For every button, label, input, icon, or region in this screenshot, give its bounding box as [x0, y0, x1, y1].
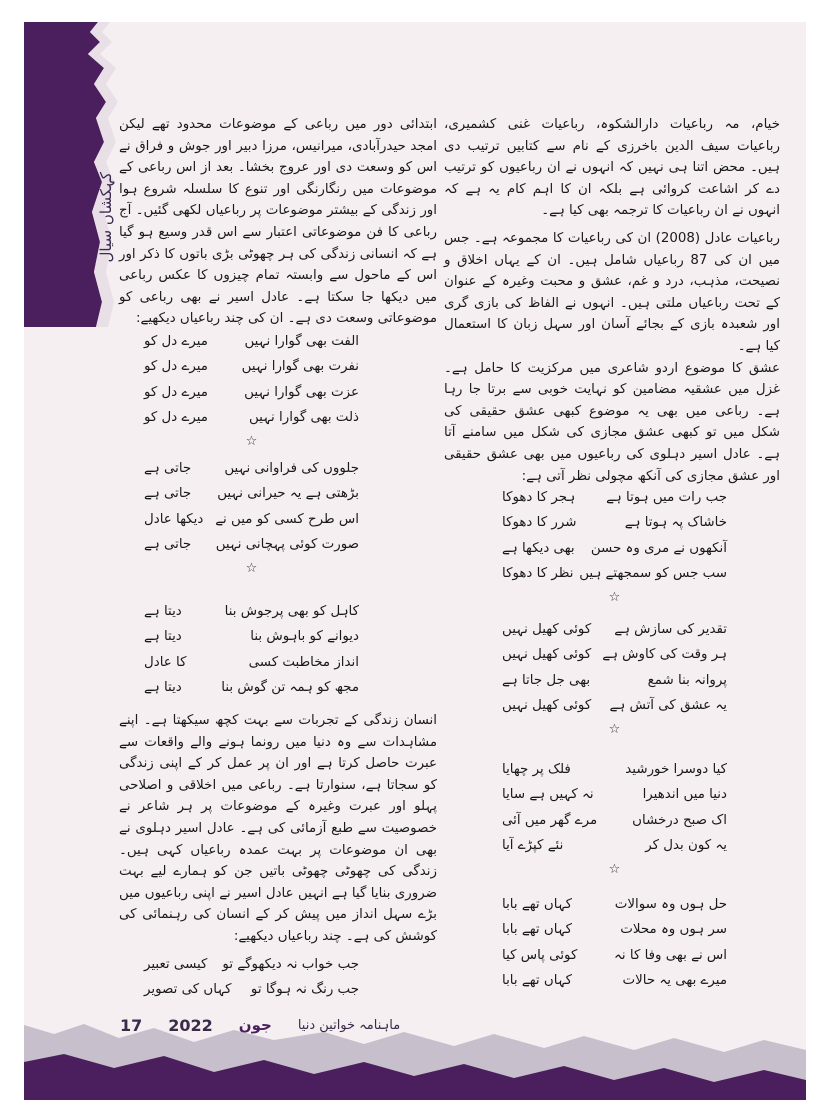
verse-line: خاشاک پہ ہوتا ہے شرر کا دھوکا [502, 515, 727, 531]
verse-line: اس نے بھی وفا کا نہ کوئی پاس کیا [502, 947, 727, 963]
stanza [502, 485, 727, 609]
magazine-page [24, 22, 806, 1100]
paragraph: انسان زندگی کے تجربات سے بہت کچھ سیکھتا ہے۔ اپنے مشاہدات سے وہ دنیا میں رونما ہونے والے واقعات سے عبرت حاصل کرتا ہے اور ان پر عمل کر کے اپنی زندگی کو سجاتا ہے، سنوارتا ہے۔ رباعی میں اخلاقی و اصلاحی پہلو اور عبرت وغیرہ کے موضوعات پر ہر شاعر نے خصوصیت سے طبع آزمائی کی ہے۔ عادل اسیر دہلوی نے بھی ان موضوعات پر بہت عمدہ رباعیاں کہی ہیں۔ زندگی کی چھوٹی چھوٹی باتیں جن کو ہمارے لیے بہت ضروری بنایا گیا ہے انہیں عادل اسیر نے اپنی رباعیوں میں بڑے سہل انداز میں پیش کر کے انسان کی رہنمائی کی کوشش کی ہے۔ چند رباعیاں دیکھیے: [119, 713, 437, 944]
star-separator: ☆ [245, 560, 258, 576]
star-separator: ☆ [245, 433, 258, 449]
verse-line: الفت بھی گوارا نہیں میرے دل کو [144, 334, 359, 349]
magazine-name: ماہنامہ خواتین دنیا [297, 1017, 401, 1033]
verse-line: سب جس کو سمجھتے ہیں نظر کا دھوکا [502, 566, 727, 582]
verse-line: نفرت بھی گوارا نہیں میرے دل کو [144, 359, 359, 375]
verse-line: عزت بھی گوارا نہیں میرے دل کو [144, 384, 359, 400]
verse-line: کاہل کو بھی پرجوش بنا دیتا ہے [144, 604, 359, 619]
stanza [144, 952, 359, 1003]
verse-line: مجھ کو ہمہ تن گوش بنا دیتا ہے [144, 680, 359, 696]
verse-line: ذلت بھی گوارا نہیں میرے دل کو [144, 410, 359, 426]
verse-line: دنیا میں اندھیرا نہ کہیں ہے سایا [502, 787, 727, 803]
stanza [502, 617, 727, 741]
verse-line: یہ کون بدل کر نئے کپڑے آیا [502, 838, 727, 854]
verse-line: جب رات میں ہوتا ہے ہجر کا دھوکا [502, 490, 727, 505]
author-label: کہکشاں سیال [97, 172, 115, 263]
star-separator: ☆ [608, 721, 621, 737]
left-column-top [119, 114, 437, 330]
verse-line: یہ عشق کی آتش ہے کوئی کھیل نہیں [502, 698, 727, 714]
purple-strip [24, 22, 106, 327]
verse-line: سر ہوں وہ محلات کہاں تھے بابا [502, 922, 727, 938]
stanza [144, 456, 359, 580]
verse-line: جلووں کی فراوانی نہیں جاتی ہے [144, 461, 359, 476]
stanza [502, 892, 727, 994]
verse-line: پروانہ بنا شمع بھی جل جاتا ہے [502, 672, 727, 688]
paragraph: ابتدائی دور میں رباعی کے موضوعات محدود تھے لیکن امجد حیدرآبادی، میرانیس، مرزا دبیر اور جوش و فراق نے اس کو وسعت دی اور عروج بخشا۔ بعد از اس رباعی کے موضوعات میں رنگارنگی اور تنوع کا سلسلہ شروع ہوا اور زندگی کے بیشتر موضوعات پر رباعیاں لکھی گئیں۔ آج رباعی کا فن موضوعاتی اعتبار سے اس قدر وسیع ہو گیا ہے کہ انسانی زندگی کی ہر چھوٹی بڑی باتوں کا ذکر اور اس کے ماحول سے وابستہ تمام چیزوں کا عکس رباعی میں دیکھا جا سکتا ہے۔ عادل اسیر نے بھی رباعی کو موضوعاتی وسعت دی ہے۔ ان کی چند رباعیاں دیکھیے: [119, 117, 437, 327]
page-number: 17 [120, 1015, 143, 1035]
verse-line: جب خواب نہ دیکھوگے تو کیسی تعبیر [144, 957, 359, 972]
verse-line: انداز مخاطبت کسی کا عادل [144, 654, 359, 670]
verse-line: ہر وقت کی کاوش ہے کوئی کھیل نہیں [502, 647, 727, 663]
stanza [144, 329, 359, 453]
left-column-bottom [119, 710, 437, 948]
verse-line: دیوانے کو باہوش بنا دیتا ہے [144, 629, 359, 645]
star-separator: ☆ [608, 861, 621, 877]
verse-line: آنکھوں نے مری وہ حسن بھی دیکھا ہے [502, 540, 727, 556]
verse-line: میرے بھی یہ حالات کہاں تھے بابا [502, 973, 727, 989]
verse-line: جب رنگ نہ ہوگا تو کہاں کی تصویر [144, 982, 359, 998]
verse-line: اس طرح کسی کو میں نے دیکھا عادل [144, 511, 359, 527]
paragraph: رباعیات عادل (2008) ان کی رباعیات کا مجموعہ ہے۔ جس میں ان کی 87 رباعیاں شامل ہیں۔ ان کے یہاں اخلاق و نصیحت، مذہب، درد و غم، عشق و محبت وغیرہ کے عنوان کے تحت رباعیاں ملتی ہیں۔ انہوں نے الفاظ کی بازی گری اور شعبدہ بازی کے بجائے آسان اور سہل زبان کا استعمال کیا ہے۔ [444, 230, 780, 354]
paragraph: عشق کا موضوع اردو شاعری میں مرکزیت کا حامل ہے۔ غزل میں عشقیہ مضامین کو نہایت خوبی سے برتا جا رہا ہے۔ رباعی میں بھی یہ موضوع کبھی عشق حقیقی کی شکل میں تو کبھی عشق مجازی کی شکل میں سامنے آتا ہے۔ عادل اسیر دہلوی کی رباعیوں میں بھی عشق حقیقی اور عشق مجازی کی آنکھ مچولی نظر آتی ہے: [444, 360, 780, 484]
page-footer [120, 1012, 420, 1038]
verse-line: بڑھتی ہے یہ حیرانی نہیں جاتی ہے [144, 486, 359, 502]
stanza [144, 599, 359, 701]
verse-line: کیا دوسرا خورشید فلک پر چھایا [502, 762, 727, 777]
verse-line: اک صبح درخشاں مرے گھر میں آئی [502, 812, 727, 828]
verse-line: صورت کوئی پہچانی نہیں جاتی ہے [144, 537, 359, 553]
issue-month: جون [238, 1016, 272, 1034]
right-column [444, 114, 780, 487]
star-separator: ☆ [608, 589, 621, 605]
verse-line: حل ہوں وہ سوالات کہاں تھے بابا [502, 897, 727, 912]
paragraph: خیام، مہ رباعیات دارالشکوہ، رباعیات غنی کشمیری، رباعیات سیف الدین باخرزی کے نام سے کتابیں ترتیب دی ہیں۔ محض اتنا ہی نہیں کہ انہوں نے ان رباعیوں کو ترتیب دے کر اشاعت کروائی ہے بلکہ ان کا اہم کام یہ ہے کہ انہوں نے ان رباعیات کا ترجمہ بھی کیا ہے۔ [444, 117, 780, 219]
issue-year: 2022 [168, 1015, 213, 1035]
verse-line: تقدیر کی سازش ہے کوئی کھیل نہیں [502, 622, 727, 637]
stanza [502, 757, 727, 881]
